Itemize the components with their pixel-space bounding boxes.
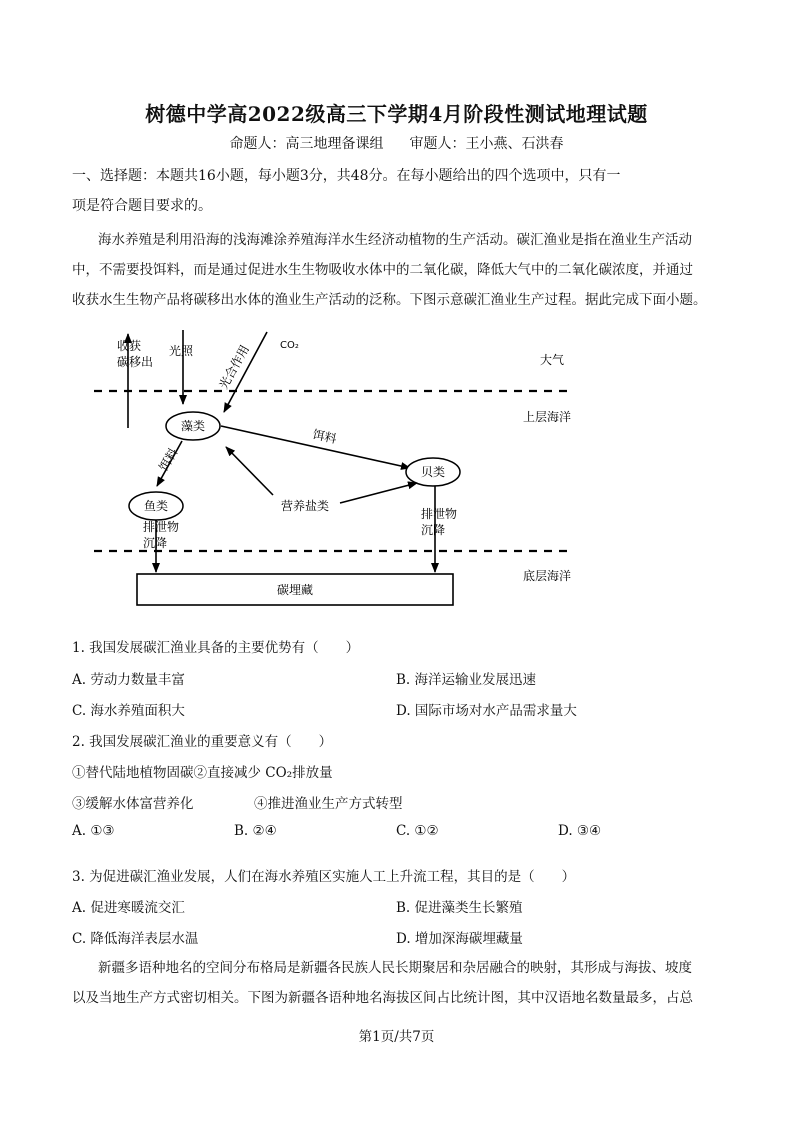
shellfish-excreta-label-1: 排泄物 [421, 507, 458, 521]
co2-label: CO₂ [280, 340, 299, 351]
q2-option-d: D. ③④ [558, 823, 602, 839]
feed-label-left: 饵料 [156, 445, 181, 474]
q1-option-b: B. 海洋运输业发展迅速 [396, 672, 537, 688]
atmosphere-label: 大气 [540, 353, 565, 367]
passage1-line3: 收获水生生物产品将碳移出水体的渔业生产活动的泛称。下图示意碳汇渔业生产过程。据此完成下面小题。 [72, 292, 707, 308]
harvest-label-1: 收获 [117, 339, 142, 353]
upper-ocean-label: 上层海洋 [523, 410, 572, 424]
q1-option-d: D. 国际市场对水产品需求量大 [396, 703, 577, 719]
bottom-ocean-label: 底层海洋 [523, 569, 572, 583]
q2-item-3: ③缓解水体富营养化 [72, 796, 194, 812]
nutrients-arrow-algae [226, 447, 273, 495]
photosynthesis-label: 光合作用 [216, 342, 252, 392]
q3-option-b: B. 促进藻类生长繁殖 [396, 900, 523, 916]
carbon-sink-fishery-diagram [90, 320, 610, 615]
passage2-line1: 新疆多语种地名的空间分布格局是新疆各民族人民长期聚居和杂居融合的映射，其形成与海拔、坡度 [98, 960, 692, 976]
setter: 命题人：高三地理备课组 [229, 136, 384, 152]
reviewer: 审题人：王小燕、石洪春 [409, 136, 564, 152]
section-heading-line1: 一、选择题：本题共16小题，每小题3分，共48分。在每小题给出的四个选项中，只有一 [72, 168, 621, 184]
fish-excreta-label-1: 排泄物 [143, 520, 180, 534]
q2-items-1-2: ①替代陆地植物固碳②直接减少 CO₂排放量 [72, 765, 333, 781]
question-1-stem: 1. 我国发展碳汇渔业具备的主要优势有（ ） [72, 640, 360, 656]
q3-option-c: C. 降低海洋表层水温 [72, 931, 199, 947]
page-title: 树德中学高2022级高三下学期4月阶段性测试地理试题 [145, 102, 648, 126]
passage1-line2: 中，不需要投饵料，而是通过促进水生生物吸收水体中的二氧化碳，降低大气中的二氧化碳浓度，并通过 [72, 262, 693, 278]
q2-option-b: B. ②④ [234, 823, 277, 839]
q2-item-4: ④推进渔业生产方式转型 [254, 796, 403, 812]
question-2-stem: 2. 我国发展碳汇渔业的重要意义有（ ） [72, 734, 333, 750]
page-number: 第1页/共7页 [358, 1029, 435, 1045]
nutrients-arrow-shellfish [340, 483, 417, 503]
nutrients-label: 营养盐类 [281, 499, 330, 513]
section-heading-line2: 项是符合题目要求的。 [72, 198, 212, 214]
q3-option-d: D. 增加深海碳埋藏量 [396, 931, 523, 947]
harvest-label-2: 碳移出 [117, 355, 154, 369]
q2-option-a: A. ①③ [72, 823, 115, 839]
shellfish-label: 贝类 [420, 465, 446, 479]
carbon-burial-label: 碳埋藏 [276, 583, 314, 597]
algae-label: 藻类 [180, 419, 206, 433]
q1-option-a: A. 劳动力数量丰富 [72, 672, 185, 688]
feed-label-right: 饵料 [311, 427, 338, 447]
passage2-line2: 以及当地生产方式密切相关。下图为新疆各语种地名海拔区间占比统计图，其中汉语地名数量最多，占总 [72, 990, 693, 1006]
q2-option-c: C. ①② [396, 823, 439, 839]
authors-line [0, 133, 793, 153]
light-label: 光照 [169, 344, 194, 358]
q1-option-c: C. 海水养殖面积大 [72, 703, 185, 719]
fish-excreta-label-2: 沉降 [143, 536, 168, 550]
q3-option-a: A. 促进寒暖流交汇 [72, 900, 185, 916]
question-3-stem: 3. 为促进碳汇渔业发展，人们在海水养殖区实施人工上升流工程，其目的是（ ） [72, 869, 576, 885]
passage1-line1: 海水养殖是利用沿海的浅海滩涂养殖海洋水生经济动植物的生产活动。碳汇渔业是指在渔业生产活动 [98, 232, 692, 248]
shellfish-excreta-label-2: 沉降 [421, 523, 446, 537]
fish-label: 鱼类 [143, 499, 169, 513]
